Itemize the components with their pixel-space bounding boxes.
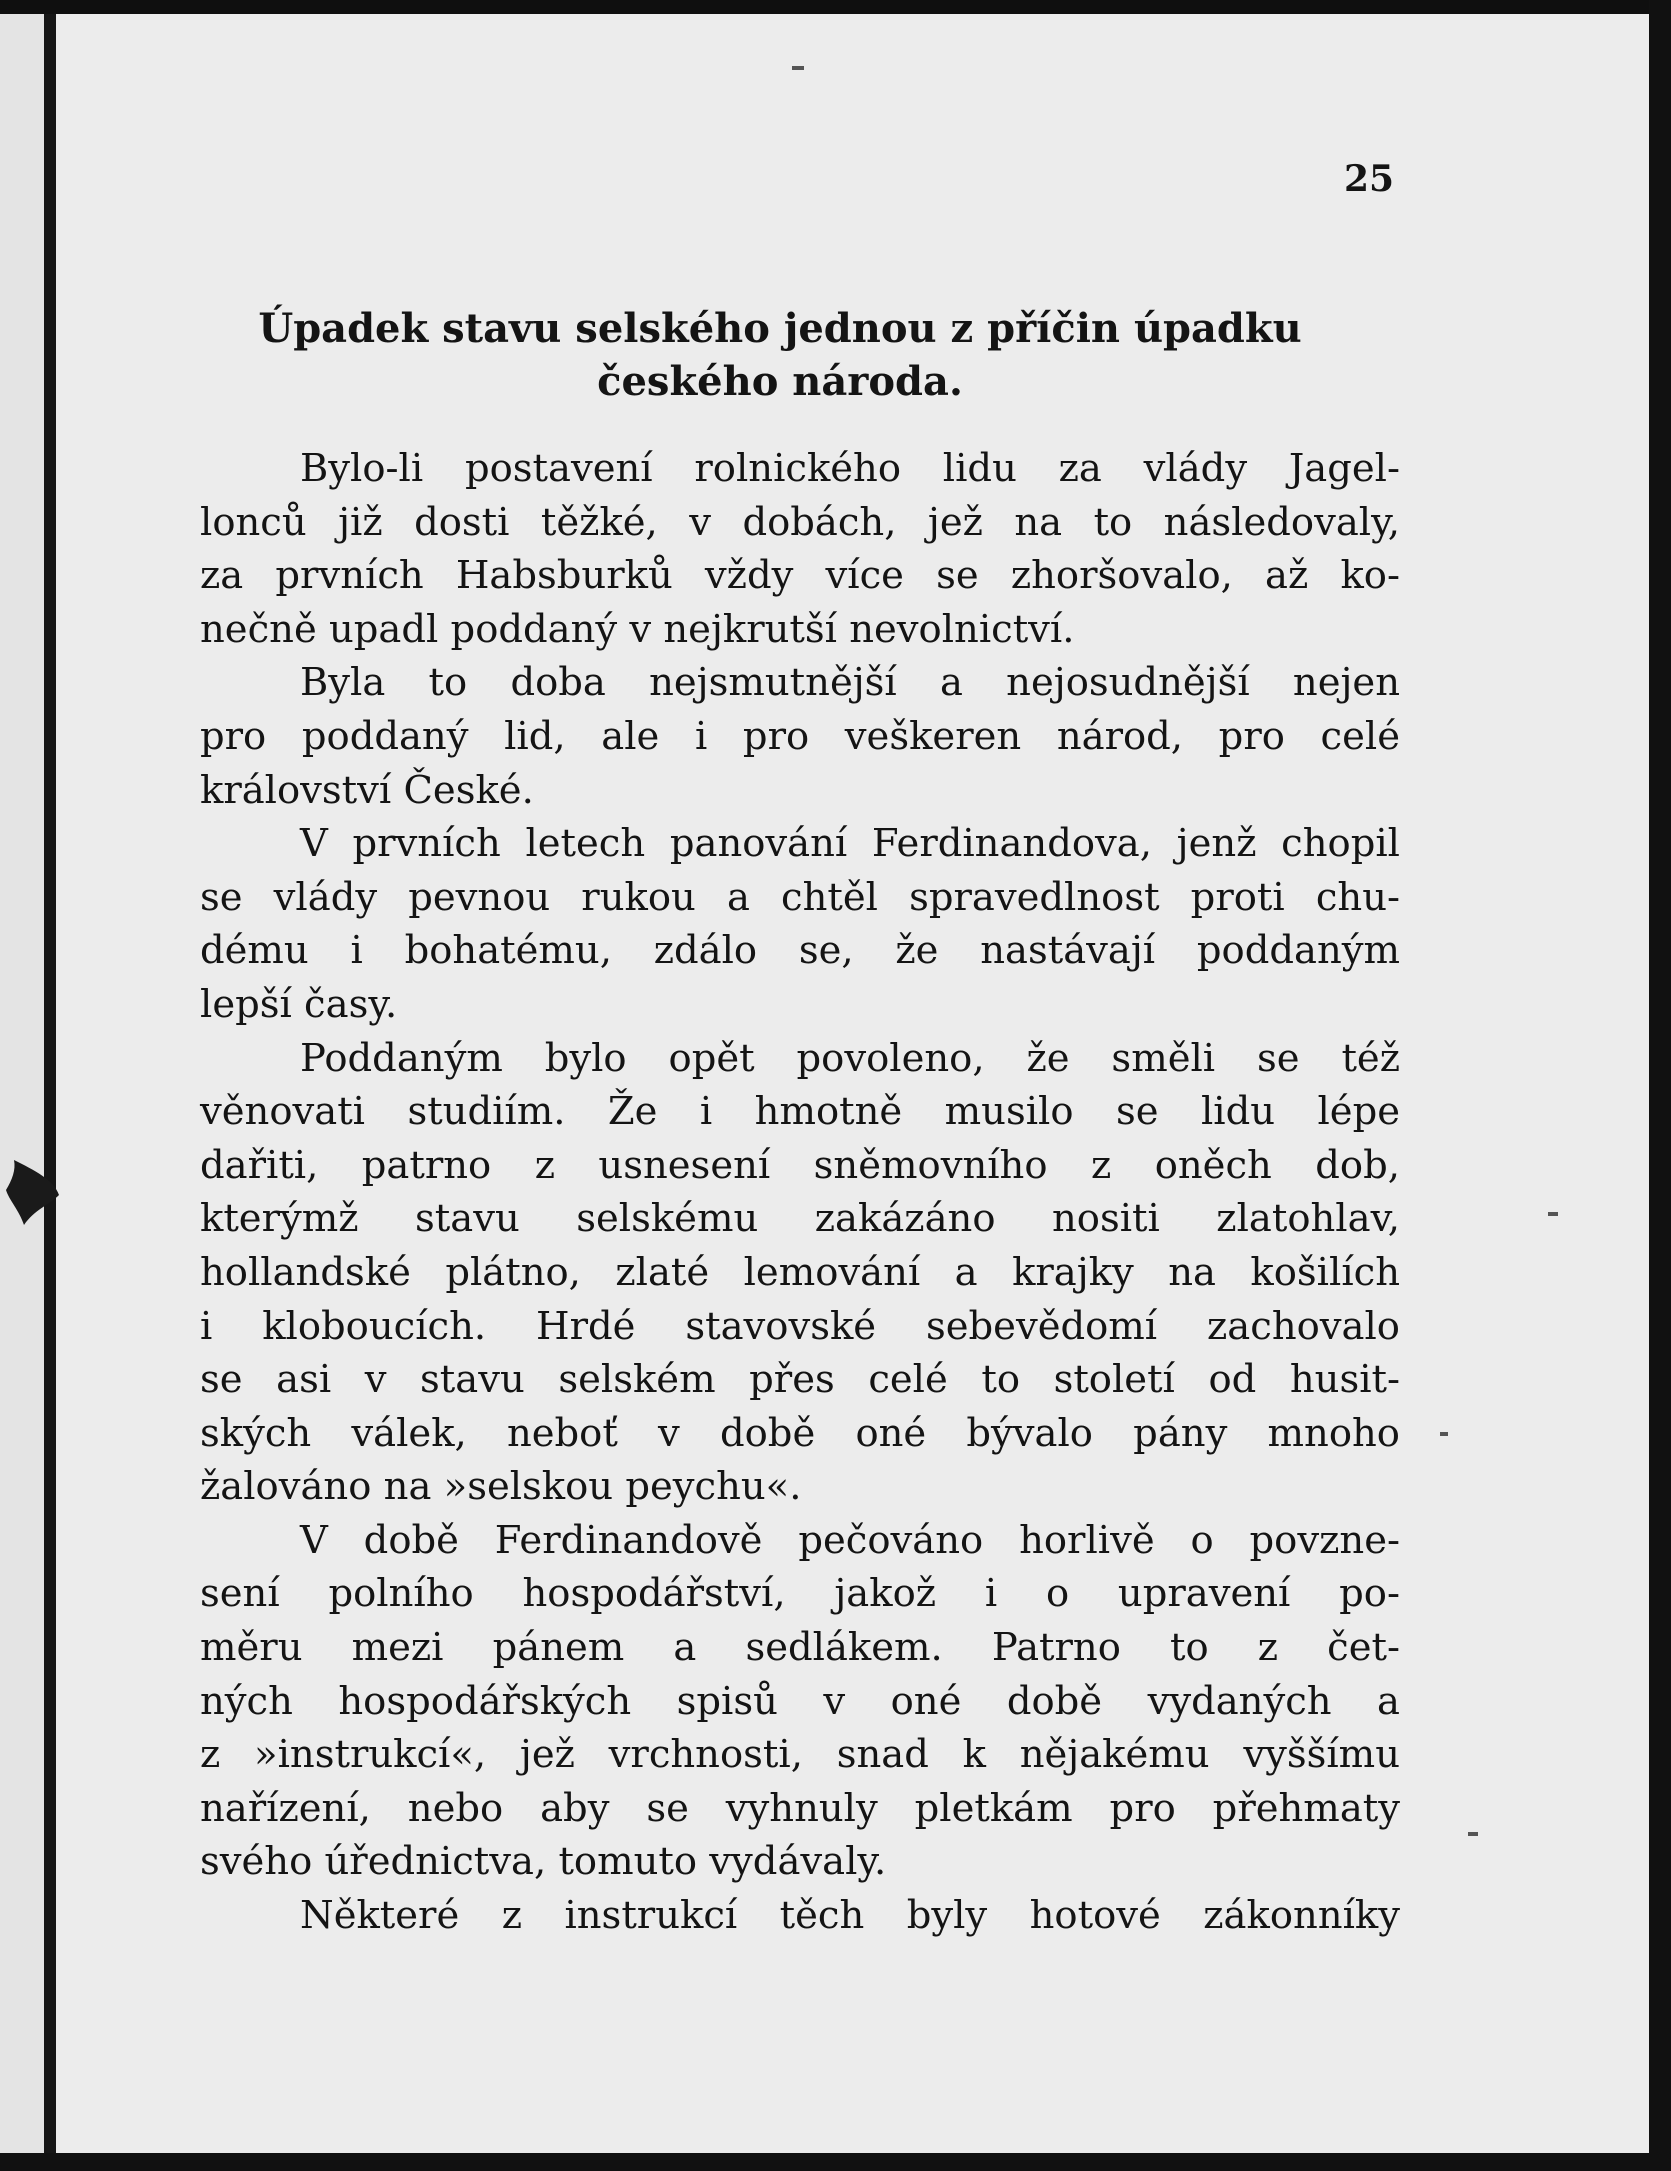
page-number: 25 (1344, 158, 1395, 200)
body-text (200, 442, 1400, 1943)
text-line: kterýmž stavu selskému zakázáno nositi zlatohlav, (200, 1196, 1400, 1242)
text-line: věnovati studiím. Že i hmotně musilo se lidu lépe (200, 1089, 1400, 1135)
left-margin (0, 0, 50, 2171)
text-line: hollandské plátno, zlaté lemování a krajky na košilích (200, 1249, 1400, 1295)
text-line: dému i bohatému, zdálo se, že nastávají poddaným (200, 928, 1400, 974)
text-line: Některé z instrukcí těch byly hotové zákonníky (300, 1893, 1400, 1939)
text-line: se vlády pevnou rukou a chtěl spravedlnost proti chu- (200, 874, 1400, 920)
text-line: pro poddaný lid, ale i pro veškeren národ, pro celé (200, 713, 1400, 759)
chapter-heading (200, 302, 1360, 408)
text-line: nečně upadl poddaný v nejkrutší nevolnictví. (200, 606, 1075, 652)
text-line: i kloboucích. Hrdé stavovské sebevědomí zachovalo (200, 1303, 1400, 1349)
scan-speck (1468, 1832, 1478, 1836)
binding-clip-mark (4, 1150, 64, 1230)
text-line: Poddaným bylo opět povoleno, že směli se též (300, 1035, 1400, 1081)
text-line: žalováno na »selskou peychu«. (200, 1464, 802, 1510)
text-line: V prvních letech panování Ferdinandova, jenž chopil (300, 821, 1400, 867)
text-line: svého úřednictva, tomuto vydávaly. (200, 1839, 887, 1885)
text-line: dařiti, patrno z usnesení sněmovního z oněch dob, (200, 1142, 1400, 1188)
binding-edge (44, 0, 56, 2171)
text-line: za prvních Habsburků vždy více se zhoršovalo, až ko- (200, 553, 1400, 599)
text-line: měru mezi pánem a sedlákem. Patrno to z čet- (200, 1625, 1400, 1671)
scan-speck (1440, 1432, 1448, 1436)
text-line: Bylo-li postavení rolnického lidu za vlády Jagel- (300, 446, 1400, 491)
text-line: nařízení, nebo aby se vyhnuly pletkám pro přehmaty (200, 1785, 1400, 1831)
right-scan-border (1649, 0, 1671, 2171)
scan-speck (792, 66, 804, 70)
text-line: lonců již dosti těžké, v dobách, jež na to následovaly, (200, 499, 1400, 545)
heading-line-1: Úpadek stavu selského jednou z příčin úpadku (258, 305, 1302, 352)
text-line: Byla to doba nejsmutnější a nejosudnější nejen (300, 660, 1400, 706)
text-line: se asi v stavu selském přes celé to století od husit- (200, 1357, 1400, 1403)
top-scan-border (0, 0, 1671, 14)
bottom-scan-border (0, 2153, 1671, 2171)
text-line: sení polního hospodářství, jakož i o upravení po- (200, 1571, 1400, 1617)
text-line: ských válek, neboť v době oné bývalo pány mnoho (200, 1410, 1400, 1456)
text-line: království České. (200, 767, 534, 813)
scan-speck (1548, 1212, 1558, 1216)
text-line: ných hospodářských spisů v oné době vydaných a (200, 1678, 1400, 1724)
heading-line-2: českého národa. (597, 358, 963, 405)
text-line: V době Ferdinandově pečováno horlivě o povzne- (300, 1517, 1400, 1563)
text-line: lepší časy. (200, 981, 398, 1027)
text-line: z »instrukcí«, jež vrchnosti, snad k nějakému vyššímu (200, 1732, 1400, 1778)
